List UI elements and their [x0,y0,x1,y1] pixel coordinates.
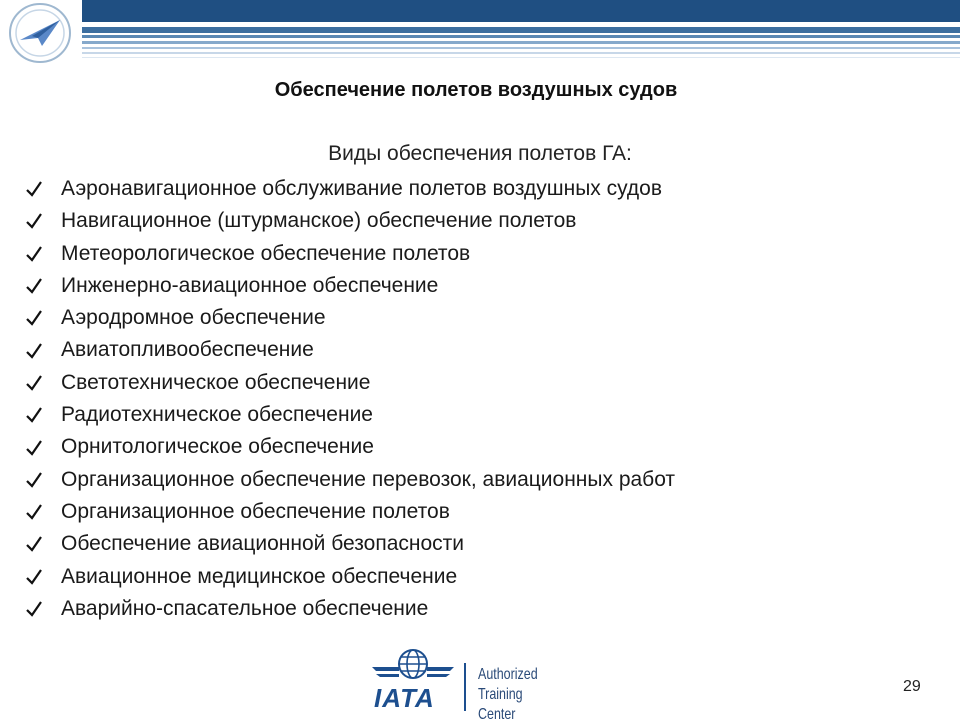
globe-wings-icon [372,647,464,683]
list-item [24,238,675,270]
slide-title: Обеспечение полетов воздушных судов [274,79,678,101]
authorized-training-center [478,665,551,725]
list-item [24,399,675,431]
list-item-text: Организационное обеспечение полетов [61,499,450,523]
list-item-text: Авиатопливообеспечение [61,338,314,362]
page-number: 29 [903,678,921,695]
checkmark-icon [24,179,44,199]
list-item [24,270,675,302]
list-item-text: Метеорологическое обеспечение полетов [61,241,471,265]
list-item-text: Радиотехническое обеспечение [61,403,373,427]
list-item [24,205,675,237]
list-item [24,528,675,560]
list-item-text: Светотехническое обеспечение [61,370,371,394]
list-item-text: Обеспечение авиационной безопасности [61,532,464,556]
iata-wordmark: IATA [374,683,435,713]
list-item [24,367,675,399]
header-logo [0,0,80,66]
atc-line-2: Training Center [478,686,523,723]
checkmark-icon [24,244,44,264]
checkmark-icon [24,276,44,296]
list-item-text: Инженерно-авиационное обеспечение [61,273,439,297]
list-item-text: Аэронавигационное обслуживание полетов воздушных судов [61,177,663,200]
checkmark-icon [24,373,44,393]
checkmark-icon [24,470,44,490]
list-item [24,464,675,496]
list-item-text: Навигационное (штурманское) обеспечение полетов [61,209,577,233]
list-item [24,431,675,463]
list-item [24,593,675,625]
list-item-text: Аварийно-спасательное обеспечение [61,596,429,620]
list-item [24,173,675,205]
header-stripes [82,0,960,66]
list-item [24,302,675,334]
list-item-text: Орнитологическое обеспечение [61,435,374,459]
list-item [24,496,675,528]
checkmark-icon [24,567,44,587]
paper-plane-emblem-icon [2,0,78,66]
slide-subtitle: Виды обеспечения полетов ГА: [328,142,632,165]
list-item-text: Аэродромное обеспечение [61,306,326,330]
list-item [24,334,675,366]
checkmark-icon [24,341,44,361]
list-item [24,561,675,593]
checkmark-icon [24,308,44,328]
checkmark-icon [24,211,44,231]
checkmark-icon [24,405,44,425]
iata-logo [372,647,572,723]
checkmark-icon [24,502,44,522]
checkmark-icon [24,534,44,554]
checkmark-icon [24,438,44,458]
atc-line-1: Authorized [478,666,538,683]
checkmark-icon [24,599,44,619]
list-item-text: Организационное обеспечение перевозок, авиационных работ [61,467,676,491]
logo-divider [464,663,466,711]
checklist [24,173,675,625]
list-item-text: Авиационное медицинское обеспечение [61,564,458,588]
